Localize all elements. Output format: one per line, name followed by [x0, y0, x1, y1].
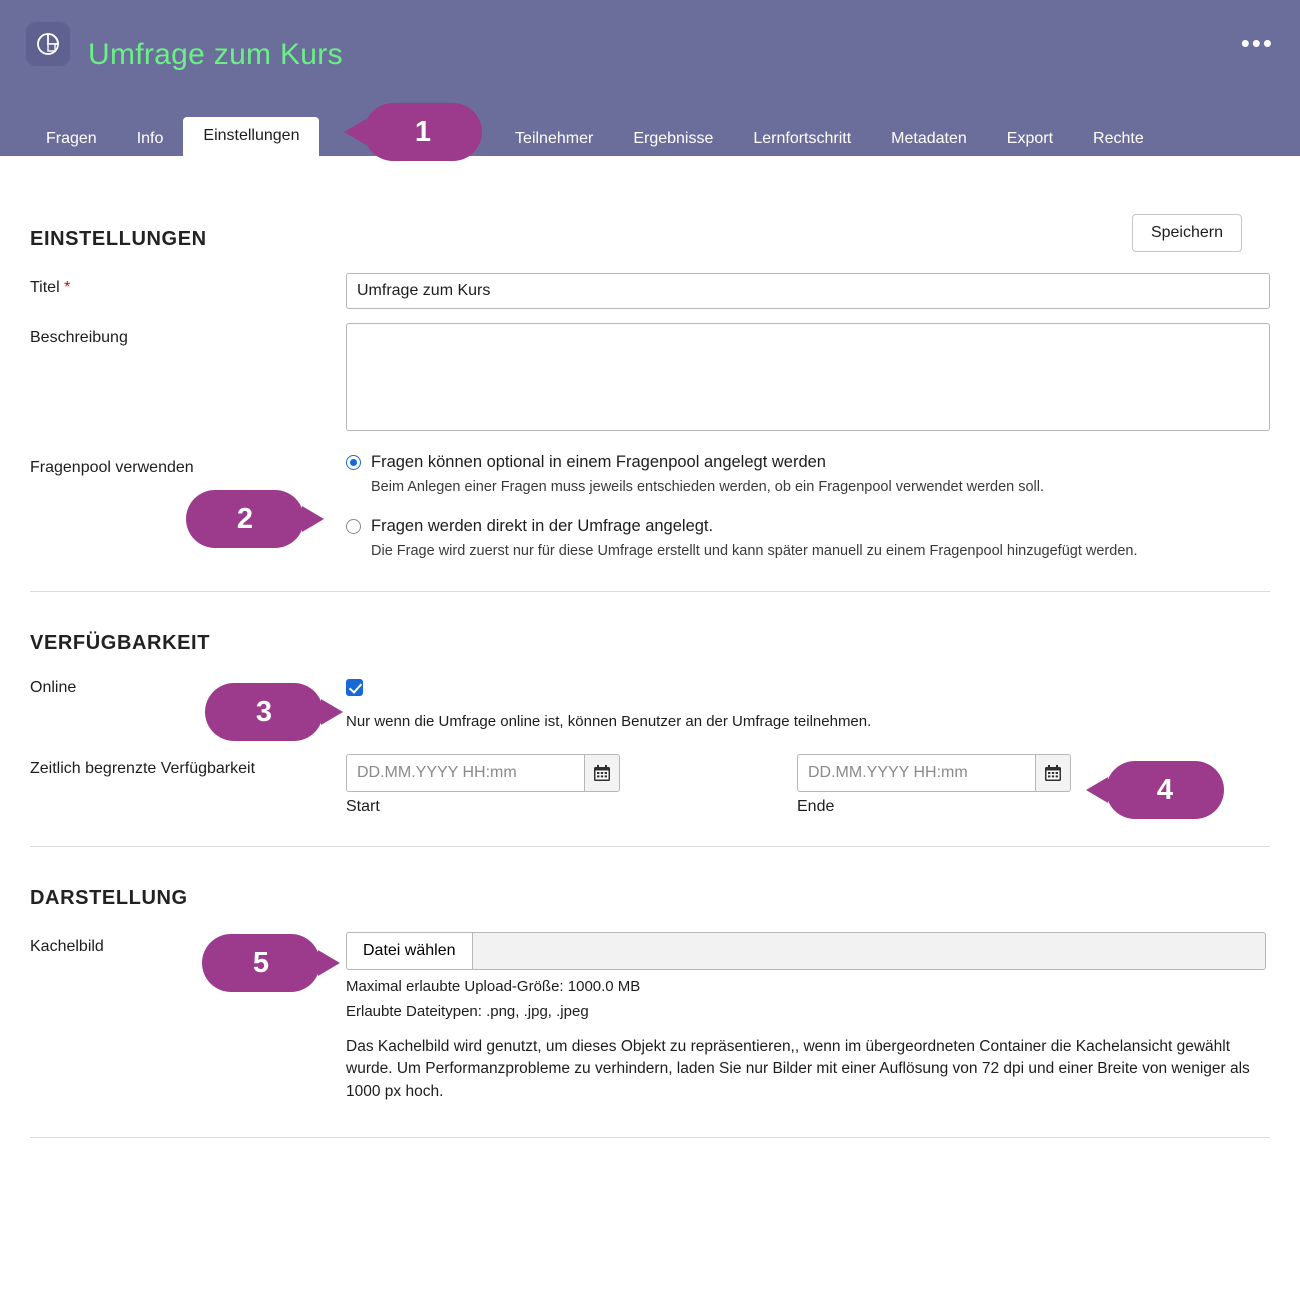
radio-optional-icon[interactable] [346, 455, 361, 470]
pool-option-optional[interactable] [346, 453, 1270, 472]
tab-teilnehmer[interactable]: Teilnehmer [515, 130, 594, 147]
online-hint: Nur wenn die Umfrage online ist, können Benutzer an der Umfrage teilnehmen. [346, 713, 872, 730]
title-input[interactable] [346, 273, 1270, 309]
tab-einstellungen[interactable]: Einstellungen [183, 117, 319, 156]
callout-5-number: 5 [252, 946, 270, 979]
settings-heading: EINSTELLUNGEN [30, 228, 207, 250]
pie-chart-icon [35, 31, 61, 57]
required-marker: * [64, 279, 71, 296]
tab-lernfortschritt[interactable]: Lernfortschritt [753, 130, 852, 147]
callout-2-number: 2 [236, 502, 254, 535]
title-label [30, 273, 346, 297]
end-caption: Ende [797, 798, 835, 815]
main-content [0, 224, 1300, 1138]
callout-1-number: 1 [414, 115, 432, 148]
tab-export[interactable]: Export [1006, 130, 1054, 147]
presentation-heading: DARSTELLUNG [30, 887, 188, 909]
tile-image-description: Das Kachelbild wird genutzt, um dieses Objekt zu repräsentieren,, wenn im übergeordneten Container die Kachelansicht gewählt wurde. Um Performanzprobleme zu verhindern, laden Sie nur Bilder mit einer Auflösung von 72 dpi und einer Breite von weniger als 1000 px hoch. [346, 1038, 1250, 1100]
period-label: Zeitlich begrenzte Verfügbarkeit [30, 760, 256, 777]
divider-1 [30, 591, 1270, 592]
pool-option-direct-hint: Die Frage wird zuerst nur für diese Umfrage erstellt und kann später manuell zu einem Fragenpool hinzugefügt werden. [371, 543, 1138, 559]
radio-direct-icon[interactable] [346, 519, 361, 534]
callout-4-number: 4 [1156, 773, 1174, 806]
callout-2 [186, 490, 304, 548]
callout-5 [202, 934, 320, 992]
file-picker[interactable] [346, 932, 1266, 970]
page-title: Umfrage zum Kurs [88, 38, 343, 71]
tab-fragen[interactable]: Fragen [46, 130, 97, 147]
more-options-icon[interactable]: ••• [1240, 28, 1274, 58]
tab-metadaten[interactable]: Metadaten [891, 130, 967, 147]
save-button[interactable]: Speichern [1132, 214, 1242, 252]
file-name-field [473, 932, 1267, 970]
question-pool-label: Fragenpool verwenden [30, 459, 194, 476]
online-checkbox[interactable] [346, 679, 363, 696]
allowed-file-types: Erlaubte Dateitypen: .png, .jpg, .jpeg [346, 1003, 589, 1020]
availability-heading: VERFÜGBARKEIT [30, 632, 211, 654]
start-caption: Start [346, 798, 380, 815]
callout-3 [205, 683, 323, 741]
online-label: Online [30, 679, 77, 696]
tile-image-label: Kachelbild [30, 938, 104, 955]
app-header [0, 0, 1300, 110]
app-logo [26, 22, 70, 66]
divider-2 [30, 846, 1270, 847]
divider-3 [30, 1137, 1270, 1138]
pool-option-optional-label: Fragen können optional in einem Fragenpool angelegt werden [371, 453, 826, 471]
tab-bar [0, 110, 1300, 156]
pool-option-direct[interactable] [346, 517, 1270, 536]
start-date-group[interactable] [346, 754, 620, 792]
end-date-group[interactable] [797, 754, 1071, 792]
description-label: Beschreibung [30, 329, 128, 346]
description-textarea[interactable] [346, 323, 1270, 431]
callout-4 [1106, 761, 1224, 819]
pool-option-direct-label: Fragen werden direkt in der Umfrage angelegt. [371, 517, 714, 535]
end-calendar-icon[interactable] [1035, 754, 1071, 792]
pool-option-optional-hint: Beim Anlegen einer Fragen muss jeweils entschieden werden, ob ein Fragenpool verwendet werden soll. [371, 479, 1045, 495]
callout-3-number: 3 [255, 695, 273, 728]
tab-rechte[interactable]: Rechte [1093, 130, 1144, 147]
callout-1 [364, 103, 482, 161]
start-calendar-icon[interactable] [584, 754, 620, 792]
title-label-text: Titel [30, 279, 60, 296]
tab-info[interactable]: Info [136, 130, 164, 147]
choose-file-button[interactable]: Datei wählen [346, 932, 473, 970]
tab-ergebnisse[interactable]: Ergebnisse [633, 130, 714, 147]
start-date-input[interactable] [346, 754, 584, 792]
max-upload-size: Maximal erlaubte Upload-Größe: 1000.0 MB [346, 978, 641, 995]
end-date-input[interactable] [797, 754, 1035, 792]
